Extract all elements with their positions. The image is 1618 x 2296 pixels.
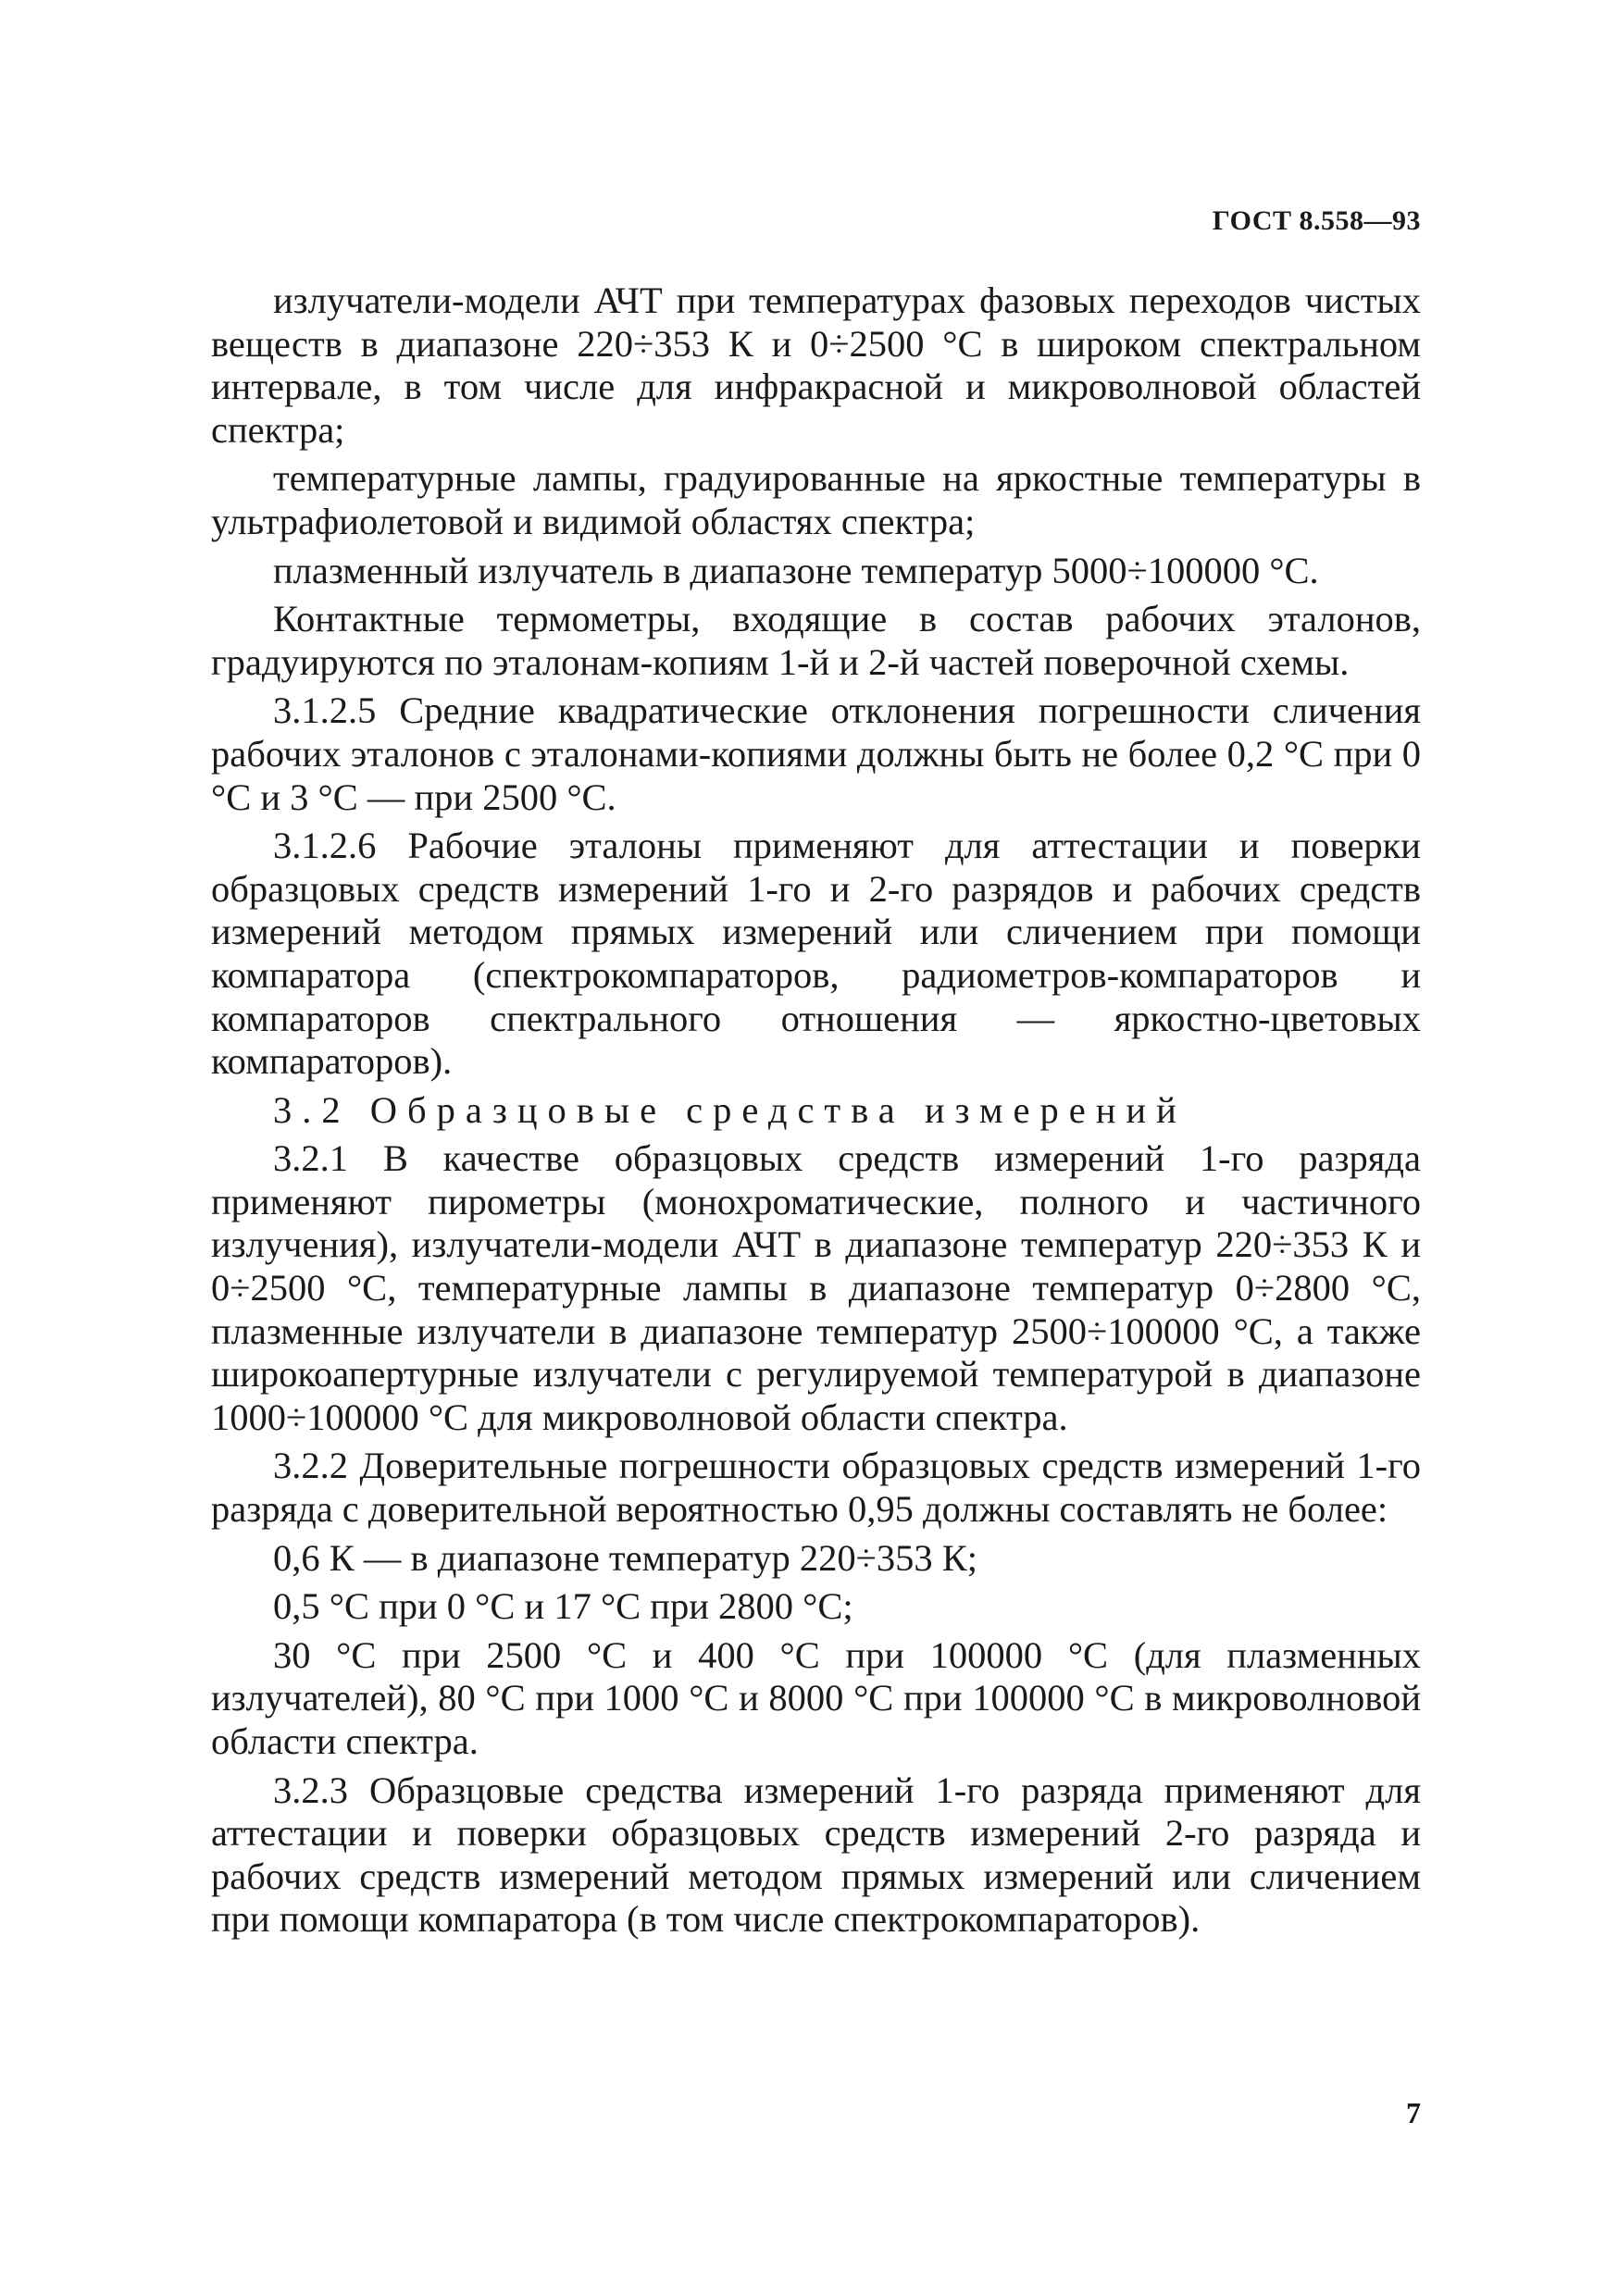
document-body	[211, 279, 1421, 1947]
paragraph-3-1-2-6: 3.1.2.6 Рабочие эталоны применяют для аттестации и поверки образцовых средств измерений 1-го и 2-го разрядов и рабочих средств измерений методом прямых измерений или сличением при помощи компаратора (спектрокомпараторов, радиометров-компараторов и компараторов спектрального отношения — яркостно-цветовых компараторов).	[211, 825, 1421, 1083]
paragraph-error-plasma: 30 °С при 2500 °С и 400 °С при 100000 °С (для плазменных излучателей), 80 °С при 1000 °С и 8000 °С при 100000 °С в микроволновой области спектра.	[211, 1633, 1421, 1762]
page-number: 7	[1406, 2096, 1421, 2129]
paragraph-3-2-2: 3.2.2 Доверительные погрешности образцовых средств измерений 1-го разряда с доверительной вероятностью 0,95 должны составлять не более:	[211, 1445, 1421, 1531]
paragraph-contact-thermometers: Контактные термометры, входящие в состав рабочих эталонов, градуируются по эталонам-копиям 1-й и 2-й частей поверочной схемы.	[211, 598, 1421, 683]
paragraph-lamps-list: температурные лампы, градуированные на яркостные температуры в ультрафиолетовой и видимой областях спектра;	[211, 457, 1421, 542]
paragraph-plasma-list: плазменный излучатель в диапазоне температур 5000÷100000 °С.	[273, 549, 1319, 591]
paragraph-emitters-list: излучатели-модели АЧТ при температурах фазовых переходов чистых веществ в диапазоне 220÷353 К и 0÷2500 °С в широком спектральном интервале, в том числе для инфракрасной и микроволновой областей спектра;	[211, 279, 1421, 451]
paragraph-3-1-2-5: 3.1.2.5 Средние квадратические отклонения погрешности сличения рабочих эталонов с эталонами-копиями должны быть не более 0,2 °С при 0 °С и 3 °С — при 2500 °С.	[211, 689, 1421, 818]
paragraph-3-2-3: 3.2.3 Образцовые средства измерений 1-го разряда применяют для аттестации и поверки образцовых средств измерений 2-го разряда и рабочих средств измерений методом прямых измерений или сличением при помощи компаратора (в том числе спектрокомпараторов).	[211, 1769, 1421, 1941]
paragraph-error-range-k: 0,6 К — в диапазоне температур 220÷353 К;	[273, 1536, 977, 1579]
section-heading-3-2: 3.2 Образцовые средства измерений	[273, 1088, 1187, 1131]
paragraph-error-range-c: 0,5 °С при 0 °С и 17 °С при 2800 °С;	[273, 1585, 853, 1628]
paragraph-3-2-1: 3.2.1 В качестве образцовых средств измерений 1-го разряда применяют пирометры (монохроматические, полного и частичного излучения), излучатели-модели АЧТ в диапазоне температур 220÷353 К и 0÷2500 °С, температурные лампы в диапазоне температур 0÷2800 °С, плазменные излучатели в диапазоне температур 2500÷100000 °С, а также широкоапертурные излучатели с регулируемой температурой в диапазоне 1000÷100000 °С для микроволновой области спектра.	[211, 1137, 1421, 1438]
document-header: ГОСТ 8.558—93	[1212, 205, 1421, 236]
